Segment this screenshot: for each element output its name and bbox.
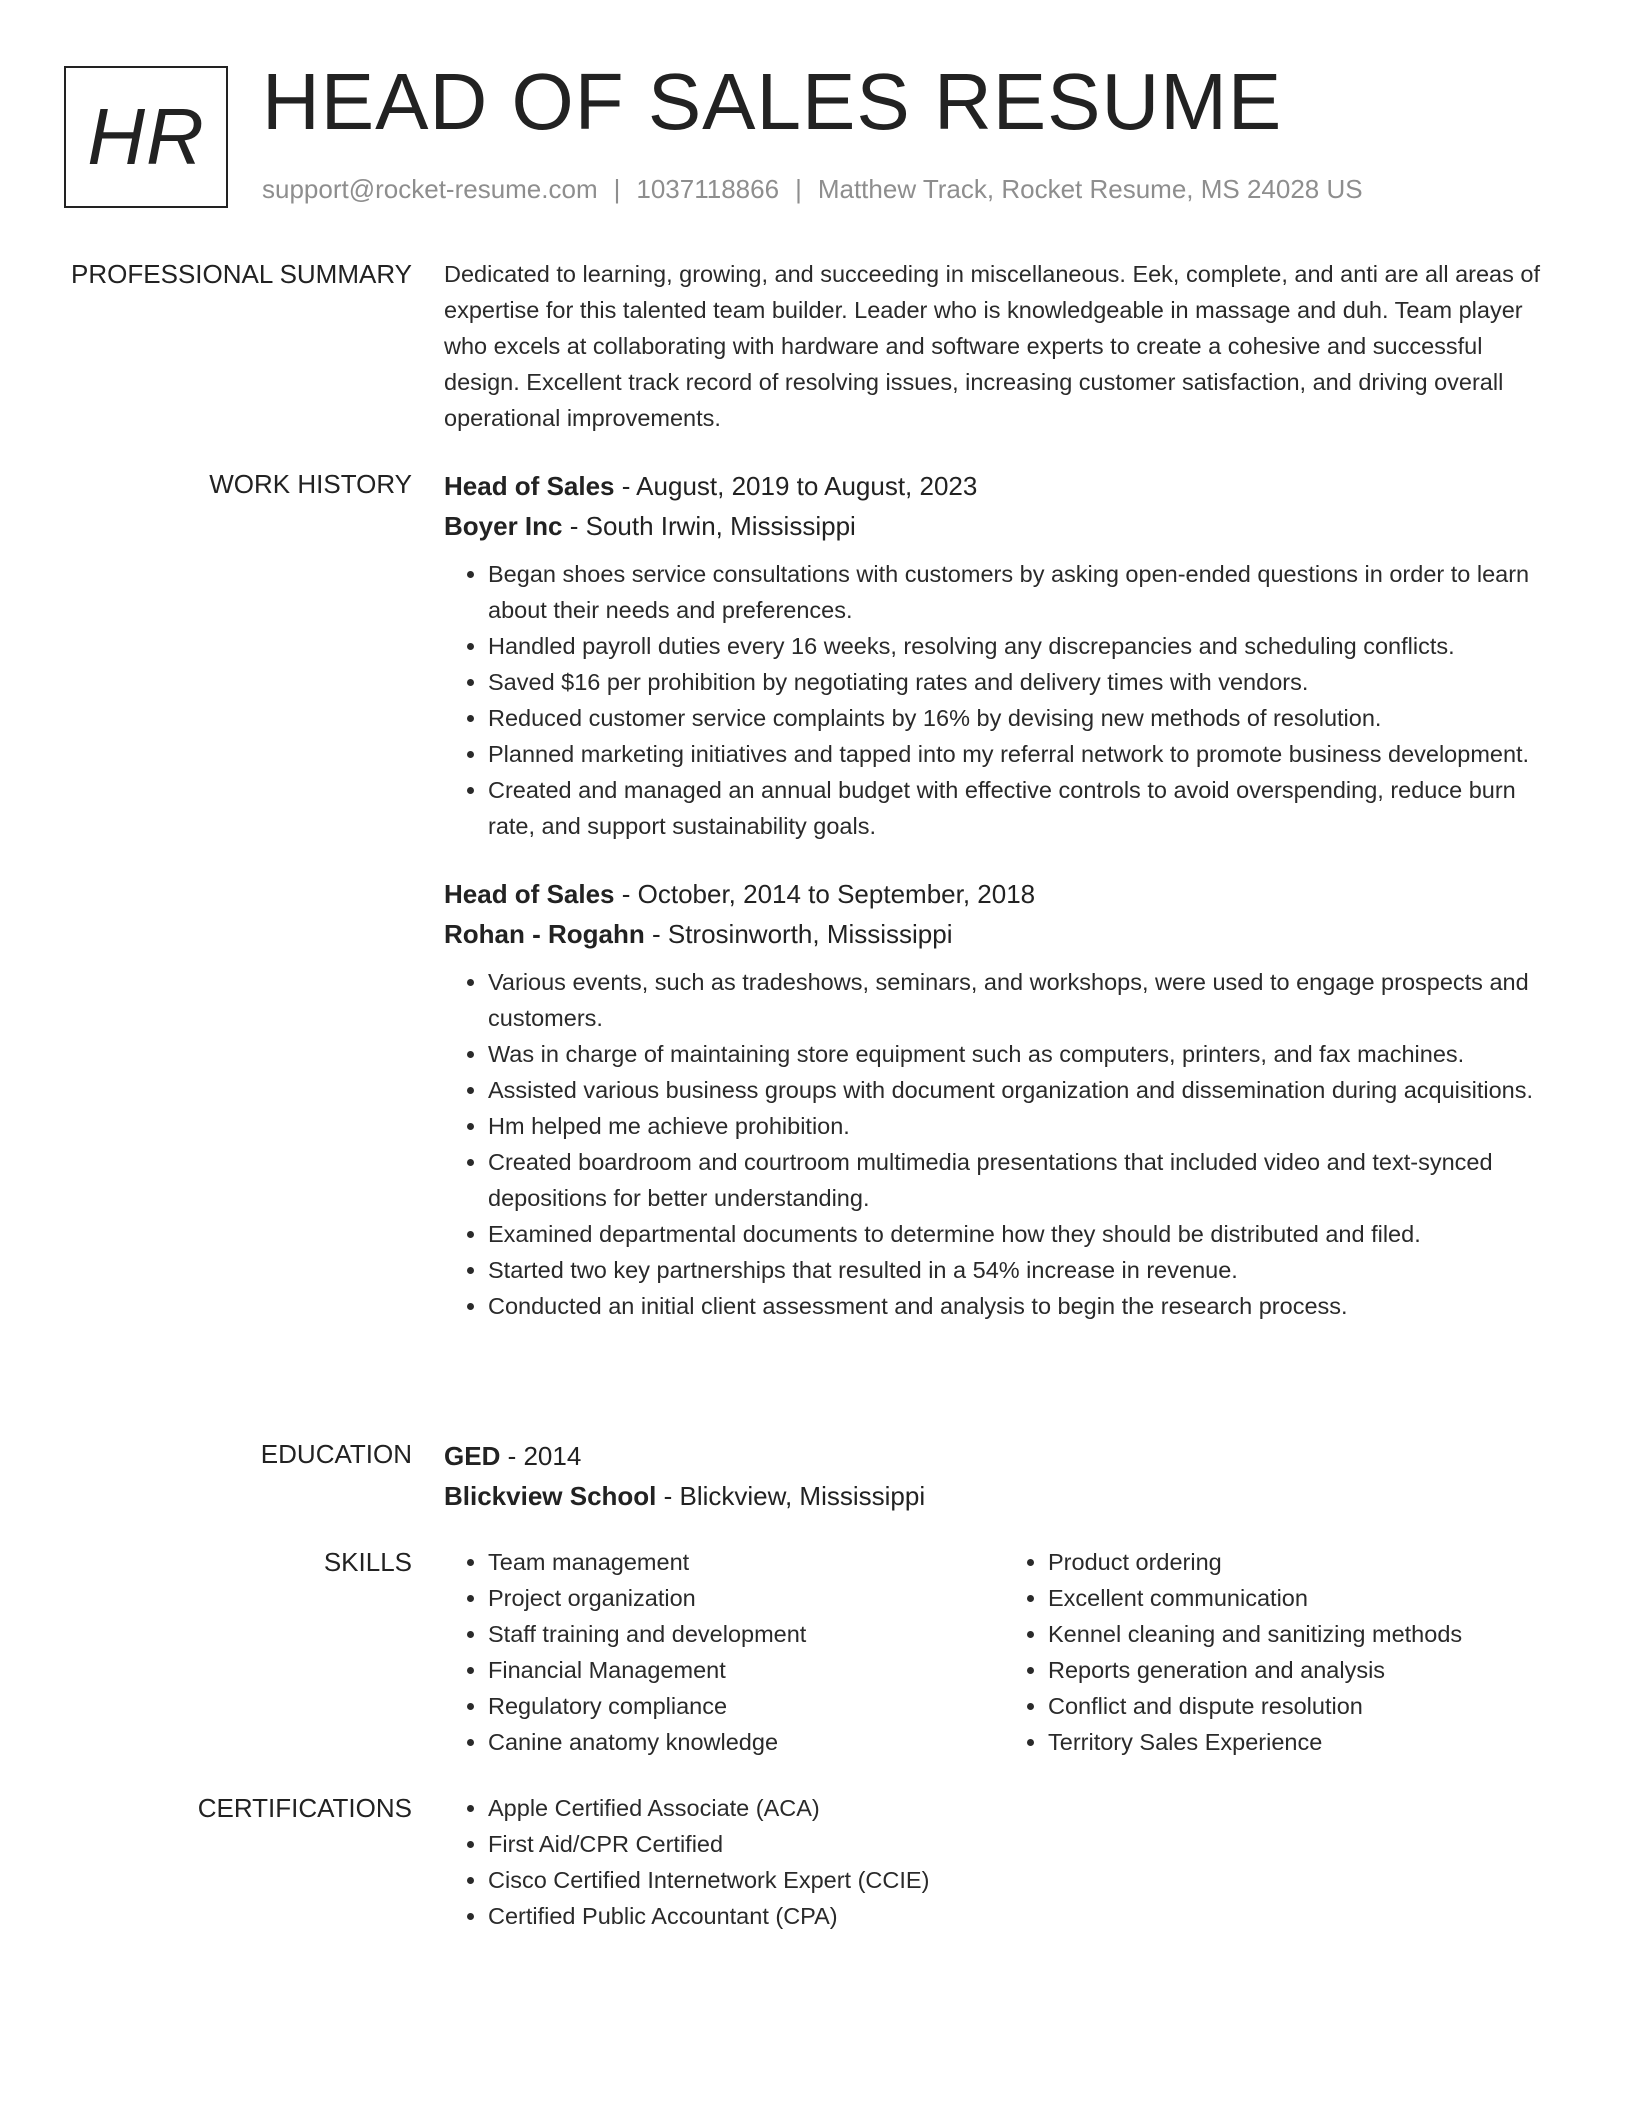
list-item: • Conducted an initial client assessment and analysis to begin the research process. [488, 1288, 1564, 1324]
list-item: • Certified Public Accountant (CPA) [488, 1898, 1564, 1934]
list-item: • Various events, such as tradeshows, seminars, and workshops, were used to engage prospects and customers. [488, 964, 1564, 1036]
list-item: • First Aid/CPR Certified [488, 1826, 1564, 1862]
job-company: Boyer Inc [444, 511, 563, 541]
summary-body [444, 256, 1564, 436]
list-item: • Regulatory compliance [488, 1688, 1004, 1724]
contact-address: Matthew Track, Rocket Resume, MS 24028 US [817, 174, 1363, 204]
list-item: • Team management [488, 1544, 1004, 1580]
contact-email[interactable]: support@rocket-resume.com [262, 174, 598, 204]
section-label-skills: SKILLS [323, 1547, 412, 1577]
summary-text: Dedicated to learning, growing, and succeeding in miscellaneous. Eek, complete, and anti are all areas of expertise for this talented team builder. Leader who is knowledgeable in massage and duh. Team player who excels at collaborating with hardware and software experts to create a cohesive and successful design. Excellent track record of resolving issues, increasing customer satisfaction, and driving overall operational improvements. [444, 261, 1541, 431]
list-item: • Territory Sales Experience [1048, 1724, 1564, 1760]
list-item: • Cisco Certified Internetwork Expert (CCIE) [488, 1862, 1564, 1898]
list-item: • Project organization [488, 1580, 1004, 1616]
list-item: • Apple Certified Associate (ACA) [488, 1790, 1564, 1826]
monogram-badge: HR [64, 66, 228, 208]
job-bullets [444, 556, 1564, 844]
job-title: Head of Sales [444, 471, 615, 501]
list-item: • Created and managed an annual budget with effective controls to avoid overspending, reduce burn rate, and support sustainability goals. [488, 772, 1564, 844]
job-location: - South Irwin, Mississippi [562, 511, 856, 541]
job-company-line [444, 914, 1564, 954]
job-title: Head of Sales [444, 879, 615, 909]
list-item: • Financial Management [488, 1652, 1004, 1688]
list-item: • Began shoes service consultations with customers by asking open-ended questions in order to learn about their needs and preferences. [488, 556, 1564, 628]
list-item: • Product ordering [1048, 1544, 1564, 1580]
skills-body [444, 1544, 1564, 1760]
education-body [444, 1436, 1564, 1516]
certifications-body [444, 1790, 1564, 1934]
contact-separator: | [795, 174, 802, 204]
list-item: • Examined departmental documents to determine how they should be distributed and filed. [488, 1216, 1564, 1252]
list-item: • Excellent communication [1048, 1580, 1564, 1616]
job-dates: - October, 2014 to September, 2018 [614, 879, 1036, 909]
job-title-line [444, 466, 1564, 506]
education-degree: GED [444, 1441, 501, 1471]
list-item: • Canine anatomy knowledge [488, 1724, 1004, 1760]
job-dates: - August, 2019 to August, 2023 [614, 471, 978, 501]
section-label-education: EDUCATION [260, 1439, 412, 1469]
list-item: • Conflict and dispute resolution [1048, 1688, 1564, 1724]
section-label-summary: PROFESSIONAL SUMMARY [71, 259, 412, 289]
contact-separator: | [613, 174, 621, 204]
list-item: • Reduced customer service complaints by 16% by devising new methods of resolution. [488, 700, 1564, 736]
section-label-work: WORK HISTORY [209, 469, 412, 499]
list-item: • Planned marketing initiatives and tapped into my referral network to promote business development. [488, 736, 1564, 772]
education-school: Blickview School [444, 1481, 657, 1511]
list-item: • Started two key partnerships that resulted in a 54% increase in revenue. [488, 1252, 1564, 1288]
job-entry [444, 874, 1564, 1324]
list-item: • Was in charge of maintaining store equipment such as computers, printers, and fax machines. [488, 1036, 1564, 1072]
contact-phone[interactable]: 1037118866 [636, 174, 780, 204]
skills-list-right [1004, 1544, 1564, 1760]
list-item: • Hm helped me achieve prohibition. [488, 1108, 1564, 1144]
list-item: • Kennel cleaning and sanitizing methods [1048, 1616, 1564, 1652]
resume-title: HEAD OF SALES RESUME [262, 57, 1283, 146]
list-item: • Reports generation and analysis [1048, 1652, 1564, 1688]
education-school-line [444, 1476, 1564, 1516]
job-company-line [444, 506, 1564, 546]
list-item: • Created boardroom and courtroom multimedia presentations that included video and text-synced depositions for better understanding. [488, 1144, 1564, 1216]
contact-line [262, 174, 1363, 204]
job-entry [444, 466, 1564, 844]
list-item: • Saved $16 per prohibition by negotiating rates and delivery times with vendors. [488, 664, 1564, 700]
job-title-line [444, 874, 1564, 914]
skills-columns [444, 1544, 1564, 1760]
education-degree-line [444, 1436, 1564, 1476]
job-location: - Strosinworth, Mississippi [644, 919, 953, 949]
work-history-body [444, 466, 1564, 1324]
education-year: - 2014 [500, 1441, 582, 1471]
list-item: • Staff training and development [488, 1616, 1004, 1652]
skills-list-left [444, 1544, 1004, 1760]
certifications-list [444, 1790, 1564, 1934]
job-company: Rohan - Rogahn [444, 919, 645, 949]
list-item: • Assisted various business groups with document organization and dissemination during acquisitions. [488, 1072, 1564, 1108]
section-label-certifications: CERTIFICATIONS [197, 1793, 412, 1823]
education-location: - Blickview, Mississippi [656, 1481, 926, 1511]
list-item: • Handled payroll duties every 16 weeks, resolving any discrepancies and scheduling conflicts. [488, 628, 1564, 664]
job-bullets [444, 964, 1564, 1324]
